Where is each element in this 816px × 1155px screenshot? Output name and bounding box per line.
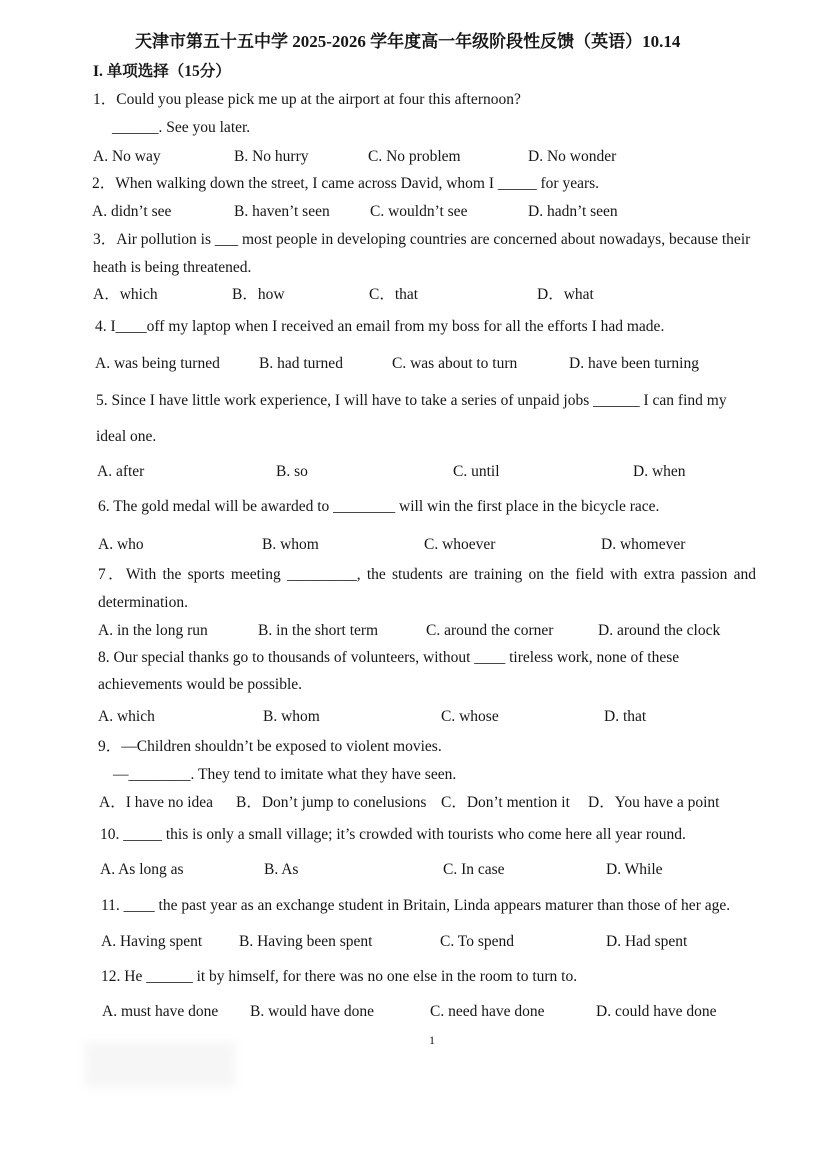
question-7-option-b: B. in the short term — [258, 622, 379, 639]
question-1-option-c: C. No problem — [368, 148, 461, 165]
question-5-option-d: D. when — [633, 463, 686, 480]
question-9-option-b: B．Don’t jump to conelusions — [236, 794, 427, 811]
question-5-stem-line-2: ideal one. — [96, 428, 157, 445]
question-12-option-c: C. need have done — [430, 1003, 545, 1020]
question-8-option-b: B. whom — [263, 708, 320, 725]
question-3-option-b: B．how — [232, 286, 285, 303]
question-9-option-d: D．You have a point — [588, 794, 720, 811]
question-4-stem: 4. I____off my laptop when I received an email from my boss for all the efforts I had made. — [95, 318, 665, 335]
question-5-option-b: B. so — [276, 463, 308, 480]
question-10-stem: 10. _____ this is only a small village; it’s crowded with tourists who come here all year round. — [100, 826, 686, 843]
question-10-option-d: D. While — [606, 861, 663, 878]
question-4-option-d: D. have been turning — [569, 355, 699, 372]
question-12-option-a: A. must have done — [102, 1003, 219, 1020]
question-4-option-c: C. was about to turn — [392, 355, 518, 372]
question-8-option-a: A. which — [98, 708, 155, 725]
question-6-option-c: C. whoever — [424, 536, 496, 553]
question-1-option-d: D. No wonder — [528, 148, 617, 165]
question-3-option-a: A．which — [93, 286, 158, 303]
question-10-option-a: A. As long as — [100, 861, 184, 878]
question-5-option-c: C. until — [453, 463, 500, 480]
question-2-option-d: D. hadn’t seen — [528, 203, 618, 220]
question-8-option-d: D. that — [604, 708, 647, 725]
question-12-stem: 12. He ______ it by himself, for there was no one else in the room to turn to. — [101, 968, 578, 985]
question-9-stem: 9．—Children shouldn’t be exposed to violent movies. — [98, 738, 442, 755]
question-2-stem: 2．When walking down the street, I came across David, whom I _____ for years. — [92, 175, 600, 192]
question-1-stem: 1．Could you please pick me up at the airport at four this afternoon? — [93, 91, 521, 108]
exam-title: 天津市第五十五中学 2025-2026 学年度高一年级阶段性反馈（英语）10.14 — [135, 32, 681, 51]
question-8-stem: 8. Our special thanks go to thousands of volunteers, without ____ tireless work, none of these — [98, 649, 680, 666]
question-6-stem: 6. The gold medal will be awarded to ________ will win the first place in the bicycle race. — [98, 498, 660, 515]
question-10-option-b: B. As — [264, 861, 299, 878]
question-1-option-b: B. No hurry — [234, 148, 309, 165]
section-heading: I. 单项选择（15分） — [93, 63, 231, 80]
question-6-option-b: B. whom — [262, 536, 319, 553]
question-1-option-a: A. No way — [93, 148, 161, 165]
page-number: 1 — [429, 1033, 435, 1047]
question-4-option-a: A. was being turned — [95, 355, 220, 372]
question-12-option-b: B. would have done — [250, 1003, 374, 1020]
question-2-option-b: B. haven’t seen — [234, 203, 330, 220]
question-8-option-c: C. whose — [441, 708, 499, 725]
question-11-option-d: D. Had spent — [606, 933, 688, 950]
question-9-option-a: A．I have no idea — [99, 794, 214, 811]
question-7-stem: 7．With the sports meeting _________, the students are training on the field with extra passion and — [98, 566, 756, 583]
question-2-option-a: A. didn’t see — [92, 203, 172, 220]
question-11-option-a: A. Having spent — [101, 933, 203, 950]
question-11-option-b: B. Having been spent — [239, 933, 373, 950]
question-7-stem-line-2: determination. — [98, 594, 188, 611]
question-12-option-d: D. could have done — [596, 1003, 717, 1020]
question-4-option-b: B. had turned — [259, 355, 343, 372]
question-7-option-c: C. around the corner — [426, 622, 554, 639]
question-6-option-a: A. who — [98, 536, 144, 553]
question-3-stem: 3．Air pollution is ___ most people in developing countries are concerned about nowadays, because their — [93, 231, 751, 248]
question-9-option-c: C．Don’t mention it — [441, 794, 570, 811]
question-3-option-d: D．what — [537, 286, 594, 303]
question-1-stem-line-2: ______. See you later. — [112, 119, 251, 136]
question-2-option-c: C. wouldn’t see — [370, 203, 468, 220]
question-9-stem-line-2: —________. They tend to imitate what they have seen. — [113, 766, 457, 783]
question-11-stem: 11. ____ the past year as an exchange student in Britain, Linda appears maturer than those of her age. — [101, 897, 731, 914]
question-6-option-d: D. whomever — [601, 536, 686, 553]
scan-smudge — [85, 1042, 235, 1087]
question-10-option-c: C. In case — [443, 861, 505, 878]
question-11-option-c: C. To spend — [440, 933, 514, 950]
question-5-option-a: A. after — [97, 463, 145, 480]
question-8-stem-line-2: achievements would be possible. — [98, 676, 303, 693]
question-3-stem-line-2: heath is being threatened. — [93, 259, 252, 276]
question-5-stem: 5. Since I have little work experience, I will have to take a series of unpaid jobs ______ I can find my — [96, 392, 727, 409]
question-7-option-d: D. around the clock — [598, 622, 721, 639]
question-7-option-a: A. in the long run — [98, 622, 208, 639]
question-3-option-c: C．that — [369, 286, 419, 303]
